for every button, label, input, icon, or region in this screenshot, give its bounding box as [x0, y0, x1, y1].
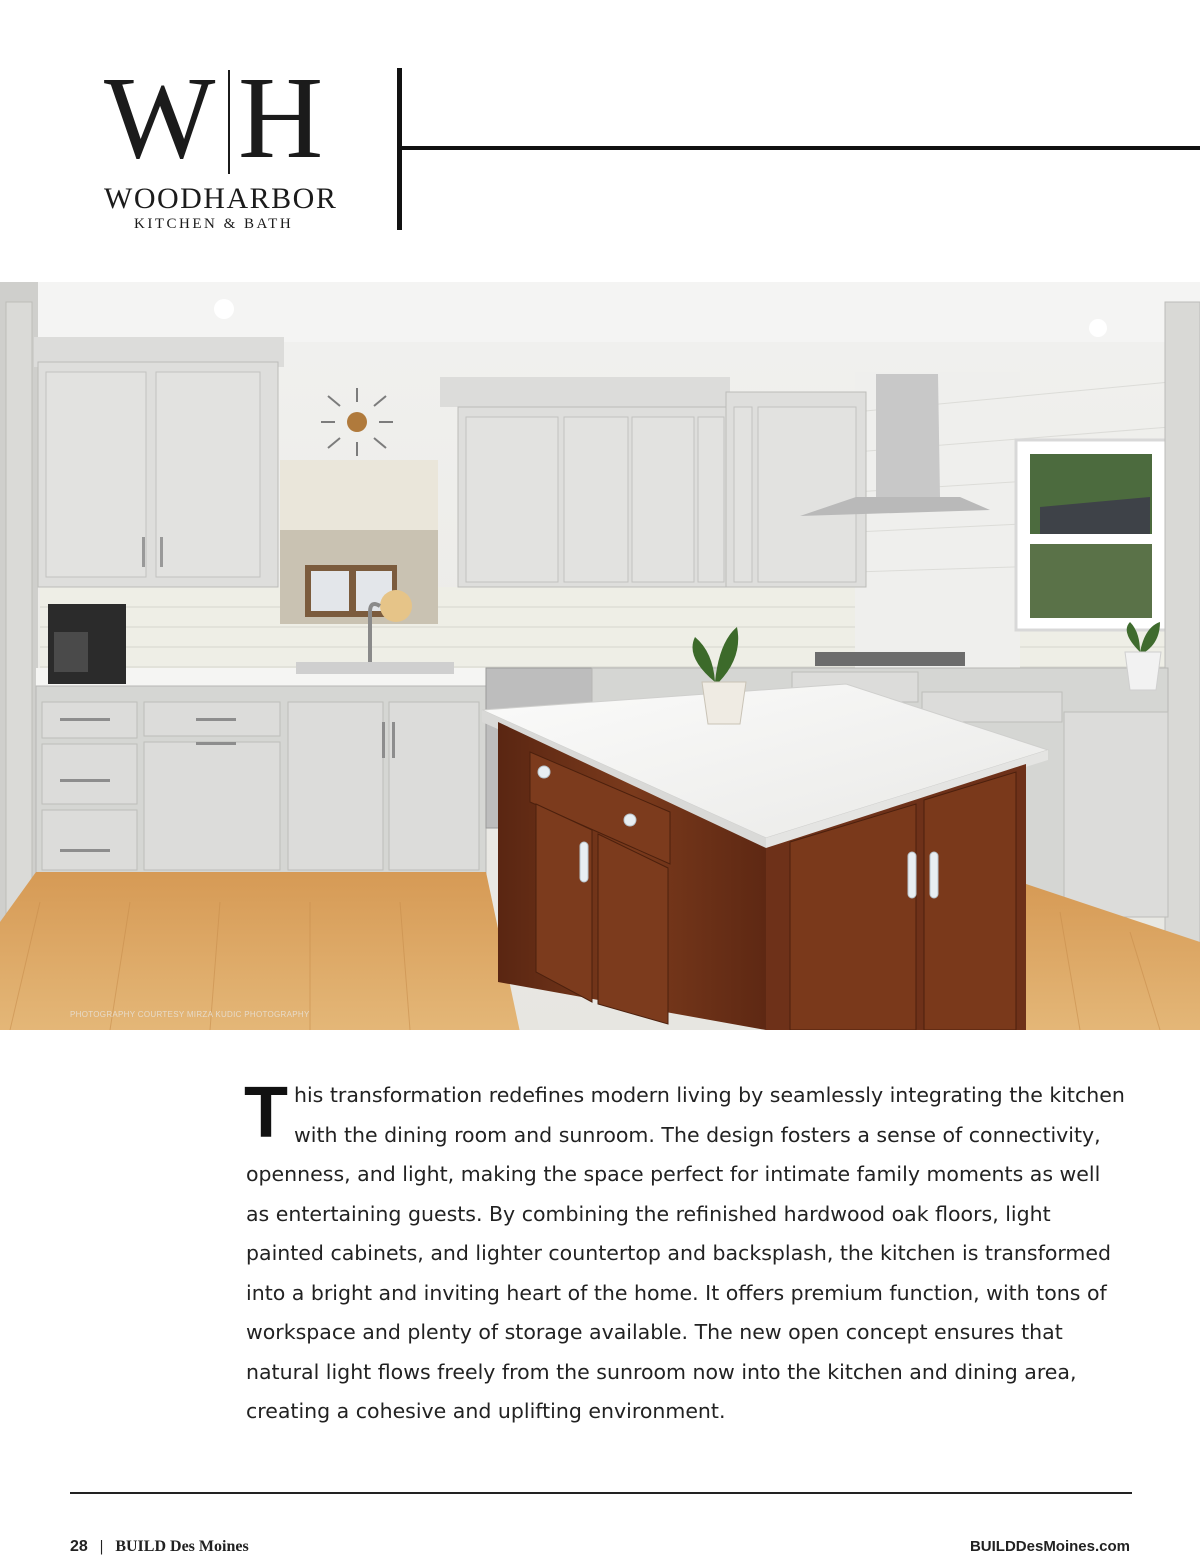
logo-monogram-w: W — [104, 52, 214, 183]
page-number: 28 — [70, 1538, 88, 1555]
logo-monogram-h: H — [238, 52, 322, 183]
article-text: his transformation redefines modern living by seamlessly integrating the kitchen with the dining room and sunroom. The design fosters a sense of connectivity, openness, and light, making the space perfect for intimate family moments as well as entertaining guests. By combining the refinished hardwood oak floors, light painted cabinets, and lighter countertop and backsplash, the kitchen is transformed into a bright and inviting heart of the home. It offers premium function, with tons of workspace and plenty of storage available. The new open concept ensures that natural light flows freely from the sunroom now into the kitchen and dining area, creating a cohesive and uplifting environment. — [246, 1083, 1125, 1423]
woodharbor-logo — [96, 52, 346, 238]
logo-tagline: KITCHEN & BATH — [134, 216, 294, 232]
logo-monogram — [100, 52, 330, 183]
website-link[interactable]: BUILDDesMoines.com — [969, 1538, 1130, 1555]
footer-folio — [70, 1538, 249, 1556]
article-body — [244, 1073, 1126, 1432]
drop-cap: T — [244, 1073, 288, 1153]
footer-separator: | — [99, 1538, 104, 1555]
photo-credit: PHOTOGRAPHY COURTESY MIRZA KUDIC PHOTOGRAPHY — [70, 1010, 310, 1019]
kitchen-illustration — [0, 282, 1200, 1030]
header-horizontal-rule — [397, 146, 1200, 150]
logo-name: WOODHARBOR — [104, 182, 338, 215]
publication-name: BUILD Des Moines — [115, 1538, 249, 1555]
logo-divider — [228, 70, 230, 174]
kitchen-photo — [0, 282, 1200, 1030]
footer-rule — [70, 1492, 1132, 1494]
